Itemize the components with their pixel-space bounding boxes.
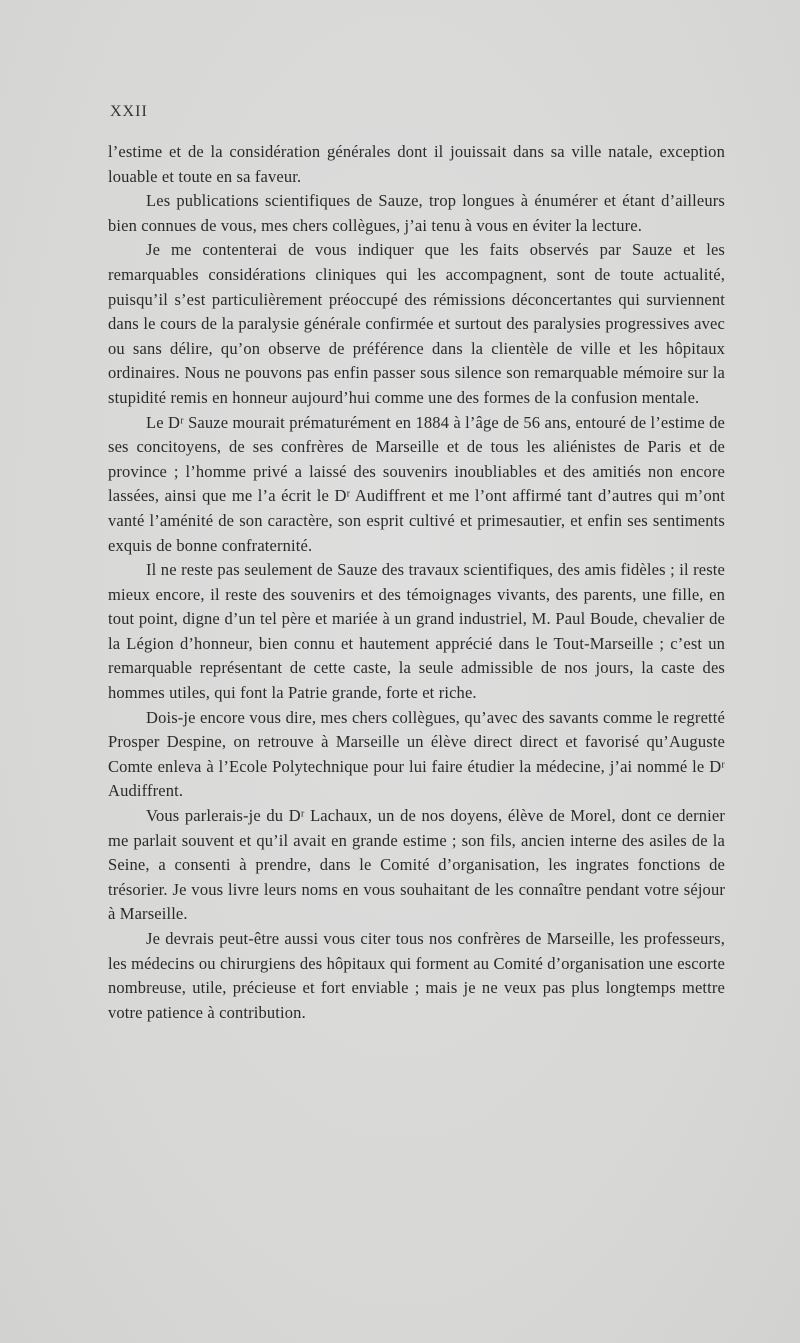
body-text (108, 140, 725, 1025)
paragraph-continuation: l’estime et de la considération générales dont il jouissait dans sa ville natale, exception louable et toute en sa faveur. (108, 142, 725, 186)
paragraph-death: Le Dʳ Sauze mourait prématurément en 1884 à l’âge de 56 ans, entouré de l’estime de ses concitoyens, de ses confrères de Marseille et de tous les aliénistes de Paris et de province ; l’homme privé a laissé des souvenirs inoubliables et des amitiés non encore lassées, ainsi que me l’a écrit le Dʳ Audiffrent et me l’ont affirmé tant d’autres qui m’ont vanté l’aménité de son caractère, son esprit cultivé et primesautier, et enfin ses sentiments exquis de bonne confraternité. (108, 412, 725, 555)
paragraph-despine: Dois-je encore vous dire, mes chers collègues, qu’avec des savants comme le regretté Prosper Despine, on retrouve à Marseille un élève direct direct et favorisé qu’Auguste Comte enleva à l’Ecole Polytechnique pour lui faire étudier la médecine, j’ai nommé le Dʳ Audiffrent. (108, 707, 725, 801)
paragraph-lachaux: Vous parlerais-je du Dʳ Lachaux, un de nos doyens, élève de Morel, dont ce dernier me parlait souvent et qu’il avait en grande estime ; son fils, ancien interne des asiles de la Seine, a consenti à prendre, dans le Comité d’organisation, les ingrates fonctions de trésorier. Je vous livre leurs noms en vous souhaitant de les connaître pendant votre séjour à Marseille. (108, 806, 725, 924)
page-number-header: XXII (110, 103, 148, 120)
paragraph-publications: Les publications scientifiques de Sauze, trop longues à énumérer et étant d’ailleurs bien connues de vous, mes chers collègues, j’ai tenu à vous en éviter la lecture. (108, 191, 725, 235)
paragraph-observations: Je me contenterai de vous indiquer que les faits observés par Sauze et les remarquables considérations cliniques qui les accompagnent, sont de toute actualité, puisqu’il s’est particulièrement préoccupé des rémissions déconcertantes qui surviennent dans le cours de la paralysie générale confirmée et surtout des paralysies progressives avec ou sans délire, qu’on observe de préférence dans la clientèle de ville et les hôpitaux ordinaires. Nous ne pouvons pas enfin passer sous silence son remarquable mémoire sur la stupidité remis en honneur aujourd’hui comme une des formes de la confusion mentale. (108, 240, 725, 407)
paragraph-legacy: Il ne reste pas seulement de Sauze des travaux scientifiques, des amis fidèles ; il reste mieux encore, il reste des souvenirs et des témoignages vivants, des parents, une fille, en tout point, digne d’un tel père et mariée à un grand industriel, M. Paul Boude, chevalier de la Légion d’honneur, bien connu et hautement apprécié dans le Tout-Marseille ; c’est un remarquable représentant de cette caste, la seule admissible de nos jours, la caste des hommes utiles, qui font la Patrie grande, forte et riche. (108, 560, 725, 703)
paragraph-conclusion: Je devrais peut-être aussi vous citer tous nos confrères de Marseille, les professeurs, les médecins ou chirurgiens des hôpitaux qui forment au Comité d’organisation une escorte nombreuse, utile, précieuse et fort enviable ; mais je ne veux pas plus longtemps mettre votre patience à contribution. (108, 929, 725, 1022)
